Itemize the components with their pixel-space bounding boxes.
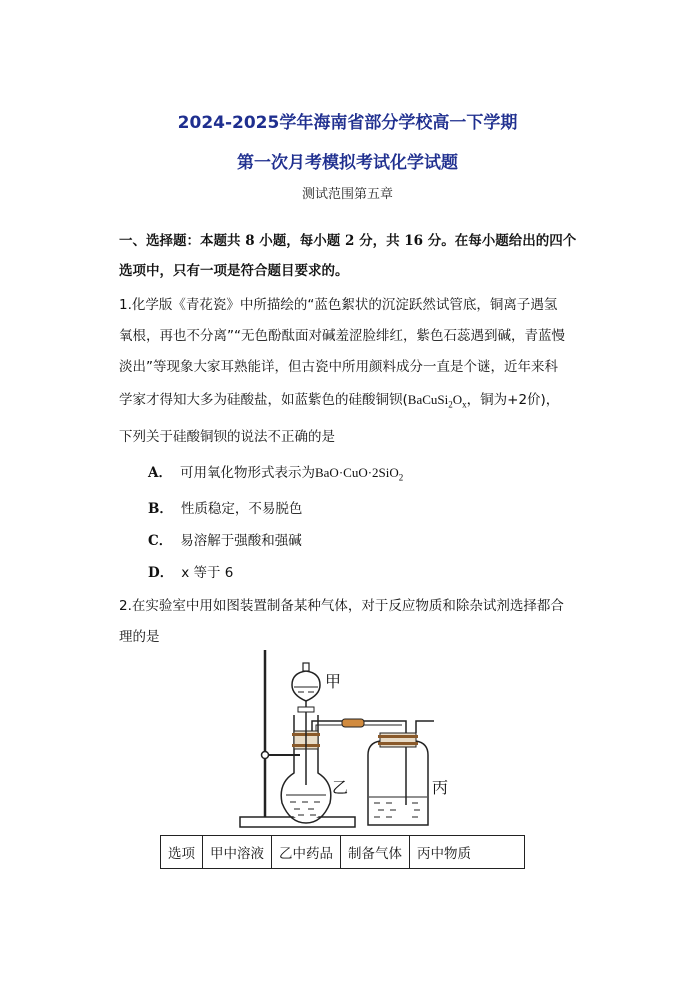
q2-line-2: 理的是	[119, 629, 160, 645]
section-intro-line-1: 一、选择题：本题共 8 小题，每小题 2 分，共 16 分。在每小题给出的四个	[119, 233, 577, 249]
q1-line-1: 1.化学版《青花瓷》中所描绘的“蓝色絮状的沉淀跃然试管底，铜离子遇氢	[119, 297, 558, 313]
q1-line-2: 氧根，再也不分离”“无色酚酞面对碱羞涩脸绯红，紫色石蕊遇到碱，青蓝慢	[119, 328, 565, 344]
q1-option-b: B． 性质稳定，不易脱色	[148, 501, 303, 517]
q1-line-3: 淡出”等现象大家耳熟能详，但古瓷中所用颜料成分一直是个谜，近年来科	[119, 359, 558, 375]
q1-option-d: D． x 等于 6	[148, 565, 234, 581]
section-intro-line-2: 选项中，只有一项是符合题目要求的。	[119, 263, 349, 279]
formula-oxides: BaO·CuO·2SiO$_2$	[314, 465, 404, 483]
formula-bacusi: $BaCuSi_2O_x$	[407, 392, 467, 410]
table-header-cell: 选项	[161, 836, 203, 869]
table-header-cell: 丙中物质	[410, 836, 525, 869]
stopcock	[298, 707, 314, 712]
bottle-liquid-hatch	[374, 803, 420, 817]
bottle-bing	[368, 741, 428, 825]
label-jia: 甲	[325, 672, 342, 691]
title-line-1: 2024-2025学年海南省部分学校高一下学期	[177, 113, 518, 133]
q1-line-5: 下列关于硅酸铜钡的说法不正确的是	[119, 429, 335, 445]
q1-line-4	[119, 388, 559, 410]
table-header-cell: 甲中溶液	[203, 836, 272, 869]
label-yi: 乙	[332, 778, 349, 797]
apparatus-diagram	[220, 645, 540, 835]
title-line-2: 第一次月考模拟考试化学试题	[237, 153, 458, 173]
label-bing: 丙	[432, 778, 449, 797]
table-header-cell: 制备气体	[341, 836, 410, 869]
q1-line-4-text-a: 学家才得知大多为硅酸盐，如蓝紫色的硅酸铜钡(	[119, 392, 408, 408]
funnel-cap	[303, 663, 309, 671]
clamp-knob	[262, 752, 269, 759]
q1-line-4-text-b: ，铜为+2价)，	[466, 392, 560, 408]
subtitle: 测试范围第五章	[301, 187, 393, 202]
outlet-tube	[416, 721, 434, 733]
q2-line-1: 2.在实验室中用如图装置制备某种气体，对于反应物质和除杂试剂选择都合	[119, 598, 564, 614]
options-table	[160, 835, 525, 869]
q1-option-a: A． 可用氧化物形式表示为BaO·CuO·2SiO$_2$	[148, 465, 404, 483]
table-header-cell: 乙中药品	[272, 836, 341, 869]
rubber-connector	[342, 719, 364, 727]
table-header-row	[161, 836, 525, 869]
funnel-jia	[292, 671, 320, 701]
q1-option-c: C． 易溶解于强酸和强碱	[148, 533, 302, 549]
